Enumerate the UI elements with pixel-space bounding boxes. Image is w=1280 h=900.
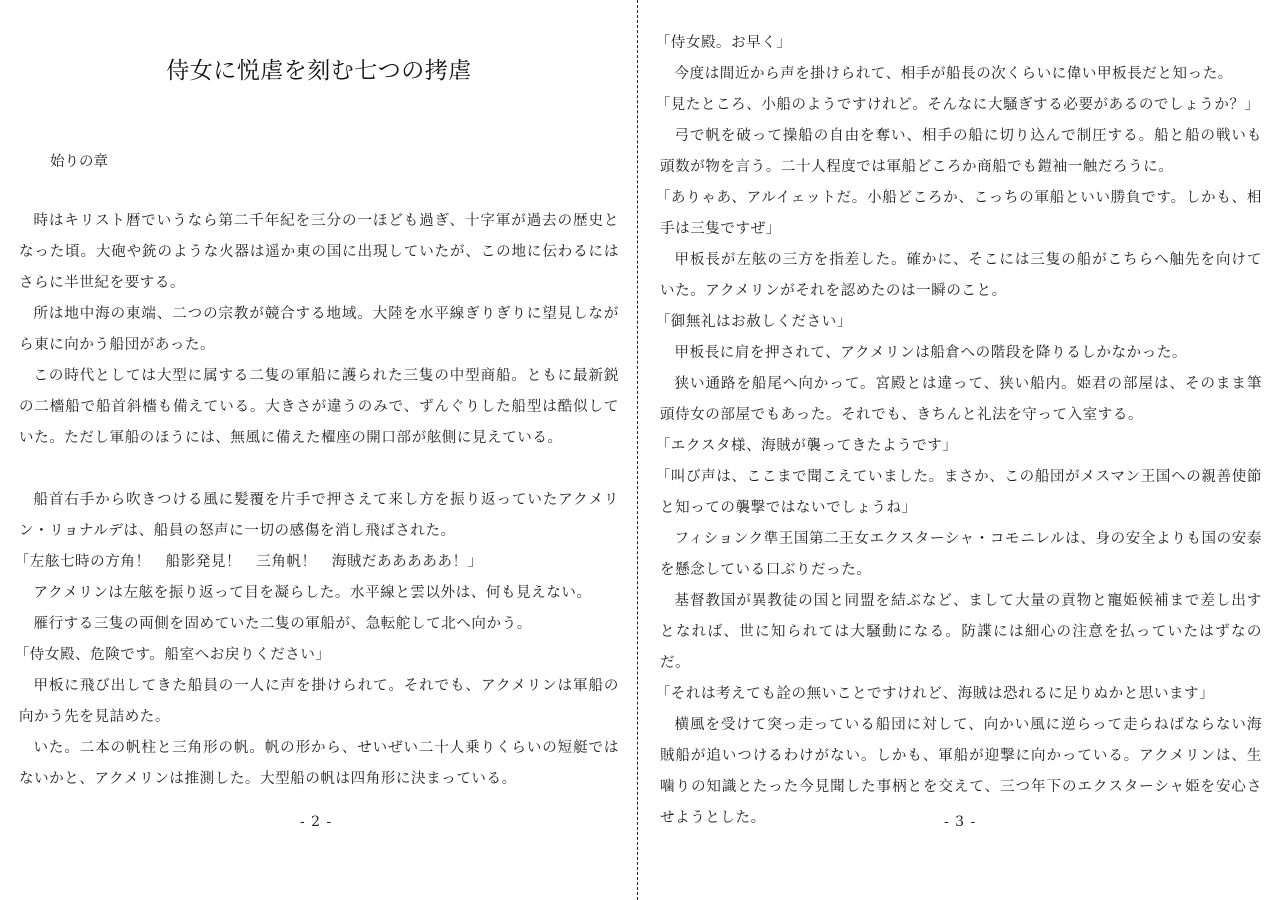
paragraph: いた。二本の帆柱と三角形の帆。帆の形から、せいぜい二十人乗りくらいの短艇ではないかと、アクメリンは推測した。大型船の帆は四角形に決まっている。 xyxy=(19,740,619,787)
dialogue-line: 「侍女殿。お早く」 xyxy=(655,35,792,51)
paragraph: この時代としては大型に属する二隻の軍船に護られた三隻の中型商船。ともに最新鋭の二檣船で船首斜檣も備えている。大きさが違うのみで、ずんぐりした船型は酷似していた。ただし軍船のほうには、無風に備えた櫂座の開口部が舷側に見えている。 xyxy=(19,368,619,446)
dialogue-line: 「見たところ、小船のようですけれど。そんなに大騒ぎする必要があるのでしょうか？」 xyxy=(655,97,1260,113)
right-page-body xyxy=(655,28,1262,834)
paragraph: フィションク準王国第二王女エクスターシャ・コモニレルは、身の安全よりも国の安泰を懸念している口ぶりだった。 xyxy=(660,531,1262,578)
left-page xyxy=(0,0,638,900)
chapter-heading: 始りの章 xyxy=(50,154,108,170)
paragraph: 弓で帆を破って操船の自由を奪い、相手の船に切り込んで制圧する。船と船の戦いも頭数が物を言う。二十人程度では軍船どころか商船でも鎧袖一触だろうに。 xyxy=(660,128,1262,175)
dialogue-line: 「侍女殿、危険です。船室へお戻りください」 xyxy=(14,647,331,663)
left-page-body xyxy=(14,206,619,795)
paragraph: 時はキリスト暦でいうなら第二千年紀を三分の一ほども過ぎ、十字軍が過去の歴史となった頃。大砲や銃のような火器は遥か東の国に出現していたが、この地に伝わるにはさらに半世紀を要する。 xyxy=(19,213,619,291)
blank-line xyxy=(19,454,619,485)
paragraph: 今度は間近から声を掛けられて、相手が船長の次くらいに偉い甲板長だと知った。 xyxy=(674,66,1233,82)
document-title: 侍女に悦虐を刻む七つの拷虐 xyxy=(166,58,472,84)
dialogue-line: 「叫び声は、ここまで聞こえていました。まさか、この船団がメスマン王国への親善使節と知っての襲撃ではないでしょうね」 xyxy=(655,469,1262,516)
paragraph: アクメリンは左舷を振り返って目を凝らした。水平線と雲以外は、何も見えない。 xyxy=(33,585,592,601)
page-number: - 2 - xyxy=(300,814,333,830)
paragraph: 基督教国が異教徒の国と同盟を結ぶなど、まして大量の貢物と寵姫候補まで差し出すとなれば、世に知られては大騒動になる。防諜には細心の注意を払っていたはずなのだ。 xyxy=(660,593,1262,671)
page-divider xyxy=(637,0,638,900)
dialogue-line: 「左舷七時の方角！ 船影発見！ 三角帆！ 海賊だあああああ！」 xyxy=(14,554,483,570)
paragraph: 甲板長に肩を押されて、アクメリンは船倉への階段を降りるしかなかった。 xyxy=(674,345,1188,361)
dialogue-line: 「エクスタ様、海賊が襲ってきたようです」 xyxy=(655,438,958,454)
paragraph: 雁行する三隻の両側を固めていた二隻の軍船が、急転舵して北へ向かう。 xyxy=(33,616,532,632)
paragraph: 横風を受けて突っ走っている船団に対して、向かい風に逆らって走らねばならない海賊船が追いつけるわけがない。しかも、軍船が迎撃に向かっている。アクメリンは、生噛りの知識とたった今見聞した事柄とを交えて、三つ年下のエクスターシャ姫を安心させようとした。 xyxy=(660,717,1262,826)
dialogue-line: 「御無礼はお赦しください」 xyxy=(655,314,852,330)
paragraph: 所は地中海の東端、二つの宗教が競合する地域。大陸を水平線ぎりぎりに望見しながら東に向かう船団があった。 xyxy=(19,306,619,353)
page-number: - 3 - xyxy=(944,814,977,830)
paragraph: 狭い通路を船尾へ向かって。宮殿とは違って、狭い船内。姫君の部屋は、そのまま筆頭侍女の部屋でもあった。それでも、きちんと礼法を守って入室する。 xyxy=(660,376,1262,423)
dialogue-line: 「ありゃあ、アルイェットだ。小船どころか、こっちの軍船といい勝負です。しかも、相手は三隻ですぜ」 xyxy=(655,190,1262,237)
dialogue-line: 「それは考えても詮の無いことですけれど、海賊は恐れるに足りぬかと思います」 xyxy=(655,686,1215,702)
paragraph: 船首右手から吹きつける風に髪覆を片手で押さえて来し方を振り返っていたアクメリン・リョナルデは、船員の怒声に一切の感傷を消し飛ばされた。 xyxy=(19,492,619,539)
paragraph: 甲板長が左舷の三方を指差した。確かに、そこには三隻の船がこちらへ舳先を向けていた。アクメリンがそれを認めたのは一瞬のこと。 xyxy=(660,252,1262,299)
paragraph: 甲板に飛び出してきた船員の一人に声を掛けられて。それでも、アクメリンは軍船の向かう先を見詰めた。 xyxy=(19,678,619,725)
